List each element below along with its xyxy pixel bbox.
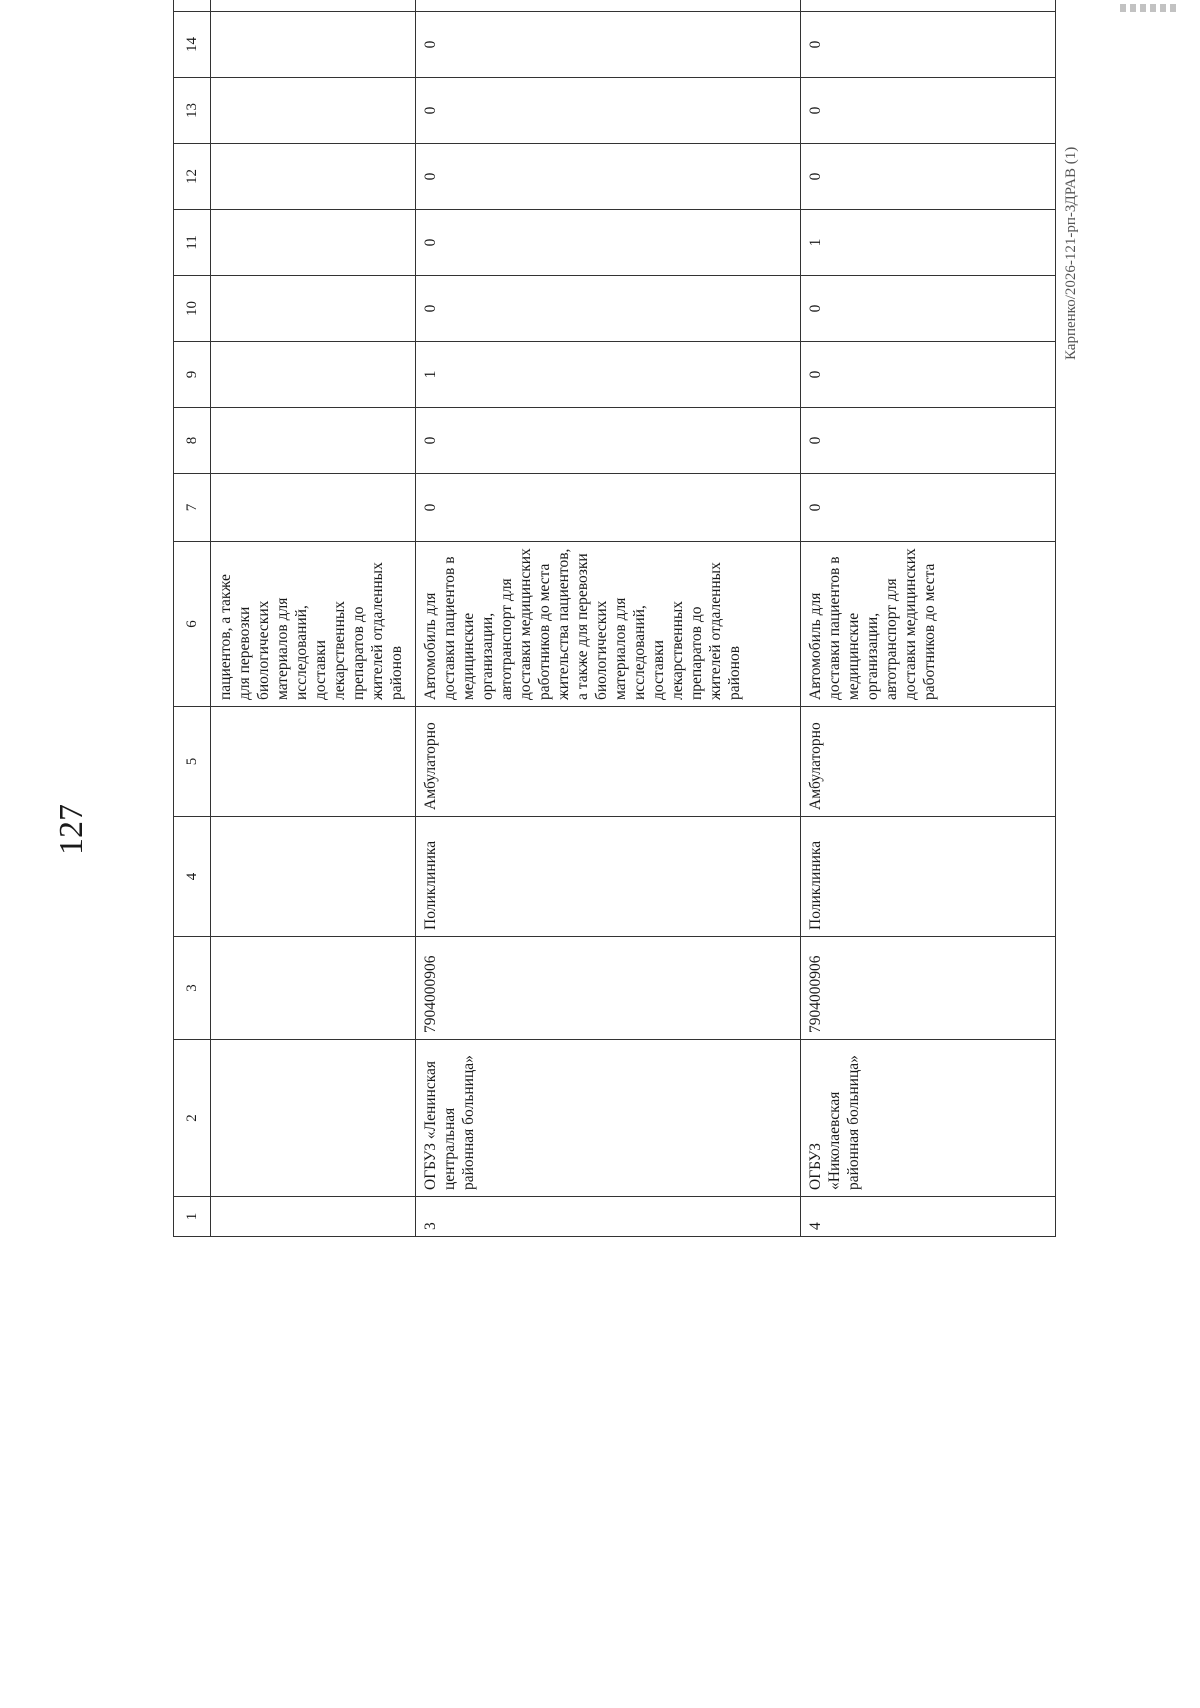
care-type-cell: Амбулаторно <box>801 707 1056 817</box>
value-cell <box>211 474 416 542</box>
document-reference: Карпенко/2026-121-рп-ЗДРАВ (1) <box>1063 146 1079 360</box>
value-cell <box>801 0 1056 12</box>
vehicle-description-cell: Автомобиль для доставки пациентов в медицинские организации, автотранспорт для доставки медицинских работников до места жительства пациентов, а также для перевозки биологических материалов для исследований, доставки лекарственных препаратов до жителей отдаленных районов <box>416 542 801 707</box>
value-cell: 0 <box>801 342 1056 408</box>
column-header: 6 <box>174 542 211 707</box>
vehicle-description-cell: пациентов, а также для перевозки биологических материалов для исследований, доставки лекарственных препаратов до жителей отдаленных районов <box>211 542 416 707</box>
value-cell <box>211 144 416 210</box>
value-cell <box>211 210 416 276</box>
column-header: 8 <box>174 408 211 474</box>
value-cell: 0 <box>801 276 1056 342</box>
value-cell <box>211 12 416 78</box>
unit-cell: Поликлиника <box>416 817 801 937</box>
row-number-cell <box>211 1197 416 1237</box>
rotated-table-container <box>173 37 1051 1237</box>
column-header: 1 <box>174 1197 211 1237</box>
column-header: 4 <box>174 817 211 937</box>
value-cell: 1 <box>801 210 1056 276</box>
value-cell: 0 <box>801 474 1056 542</box>
column-header: 14 <box>174 12 211 78</box>
value-cell <box>416 0 801 12</box>
care-type-cell <box>211 707 416 817</box>
page-number: 127 <box>53 804 90 855</box>
inn-cell <box>211 937 416 1040</box>
value-cell <box>211 408 416 474</box>
value-cell: 0 <box>801 144 1056 210</box>
value-cell <box>211 342 416 408</box>
table-row-continuation <box>211 0 416 1237</box>
column-header <box>174 0 211 12</box>
unit-cell <box>211 817 416 937</box>
column-header: 11 <box>174 210 211 276</box>
column-header: 3 <box>174 937 211 1040</box>
value-cell: 1 <box>416 342 801 408</box>
column-header: 10 <box>174 276 211 342</box>
value-cell <box>211 78 416 144</box>
vehicle-description-cell: Автомобиль для доставки пациентов в медицинские организации, автотранспорт для доставки медицинских работников до места <box>801 542 1056 707</box>
column-header: 9 <box>174 342 211 408</box>
table-row <box>801 0 1056 1237</box>
value-cell: 0 <box>416 12 801 78</box>
value-cell <box>211 276 416 342</box>
row-number-cell: 3 <box>416 1197 801 1237</box>
organization-cell: ОГБУЗ «Ленинская центральная районная больница» <box>416 1040 801 1197</box>
value-cell <box>211 0 416 12</box>
column-header: 12 <box>174 144 211 210</box>
inn-cell: 7904000906 <box>801 937 1056 1040</box>
value-cell: 0 <box>801 12 1056 78</box>
column-header: 7 <box>174 474 211 542</box>
header-row <box>174 0 211 1237</box>
value-cell: 0 <box>801 78 1056 144</box>
inn-cell: 7904000906 <box>416 937 801 1040</box>
column-header: 2 <box>174 1040 211 1197</box>
value-cell: 0 <box>416 474 801 542</box>
organization-cell <box>211 1040 416 1197</box>
value-cell: 0 <box>416 408 801 474</box>
value-cell: 0 <box>416 210 801 276</box>
organization-cell: ОГБУЗ «Николаевская районная больница» <box>801 1040 1056 1197</box>
value-cell: 0 <box>416 78 801 144</box>
value-cell: 0 <box>416 144 801 210</box>
column-header: 5 <box>174 707 211 817</box>
table-row <box>416 0 801 1237</box>
data-table <box>173 0 1056 1237</box>
column-header: 13 <box>174 78 211 144</box>
scan-corner-mark <box>1120 4 1180 12</box>
value-cell: 0 <box>416 276 801 342</box>
unit-cell: Поликлиника <box>801 817 1056 937</box>
row-number-cell: 4 <box>801 1197 1056 1237</box>
value-cell: 0 <box>801 408 1056 474</box>
care-type-cell: Амбулаторно <box>416 707 801 817</box>
